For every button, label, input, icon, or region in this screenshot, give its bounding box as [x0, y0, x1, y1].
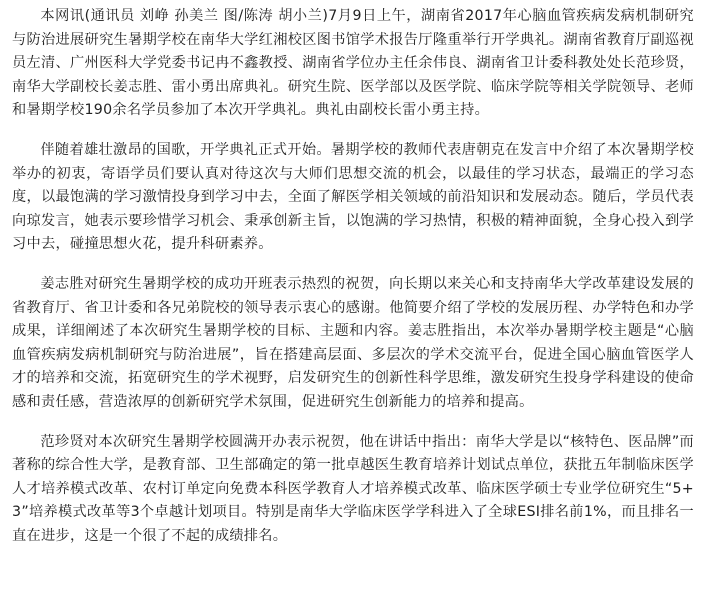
article-paragraph-2: 伴随着雄壮激昂的国歌，开学典礼正式开始。暑期学校的教师代表唐朝克在发言中介绍了本次暑期学校举办的初衷，寄语学员们要认真对待这次与大师们思想交流的机会，以最佳的学习状态，最端正的学习态度，以最饱满的学习激情投身到学习中去，全面了解医学相关领域的前沿知识和发展动态。随后，学员代表向琼发言，她表示要珍惜学习机会、秉承创新主旨，以饱满的学习热情，积极的精神面貌，全身心投入到学习中去，碰撞思想火花，提升科研素养。 — [12, 141, 694, 253]
article-paragraph-3: 姜志胜对研究生暑期学校的成功开班表示热烈的祝贺，向长期以来关心和支持南华大学改革建设发展的省教育厅、省卫计委和各兄弟院校的领导表示衷心的感谢。他简要介绍了学校的发展历程、办学特色和办学成果，详细阐述了本次研究生暑期学校的目标、主题和内容。姜志胜指出，本次举办暑期学校主题是“心脑血管疾病发病机制研究与防治进展”，旨在搭建高层面、多层次的学术交流平台，促进全国心脑血管医学人才的培养和交流，拓宽研究生的学术视野，启发研究生的创新性科学思维，激发研究生投身学科建设的使命感和责任感，营造浓厚的创新研究学术氛围，促进研究生创新能力的培养和提高。 — [12, 275, 694, 410]
article-paragraph-4: 范珍贤对本次研究生暑期学校圆满开办表示祝贺，他在讲话中指出：南华大学是以“核特色、医品牌”而著称的综合性大学，是教育部、卫生部确定的第一批卓越医生教育培养计划试点单位，获批五年制临床医学人才培养模式改革、农村订单定向免费本科医学教育人才培养模式改革、临床医学硕士专业学位研究生“5+3”培养模式改革等3个卓越计划项目。特别是南华大学临床医学学科进入了全球ESI排名前1%，而且排名一直在进步，这是一个很了不起的成绩排名。 — [12, 433, 694, 544]
article-paragraph-1: 本网讯(通讯员 刘峥 孙美兰 图/陈涛 胡小兰)7月9日上午，湖南省2017年心脑血管疾病发病机制研究与防治进展研究生暑期学校在南华大学红湘校区图书馆学术报告厅隆重举行开学典礼。湖南省教育厅副巡视员左清、广州医科大学党委书记冉不鑫教授、湖南省学位办主任余伟良、湖南省卫计委科教处处长范珍贤，南华大学副校长姜志胜、雷小勇出席典礼。研究生院、医学部以及医学院、临床学院等相关学院领导、老师和暑期学校190余名学员参加了本次开学典礼。典礼由副校长雷小勇主持。 — [12, 8, 694, 119]
